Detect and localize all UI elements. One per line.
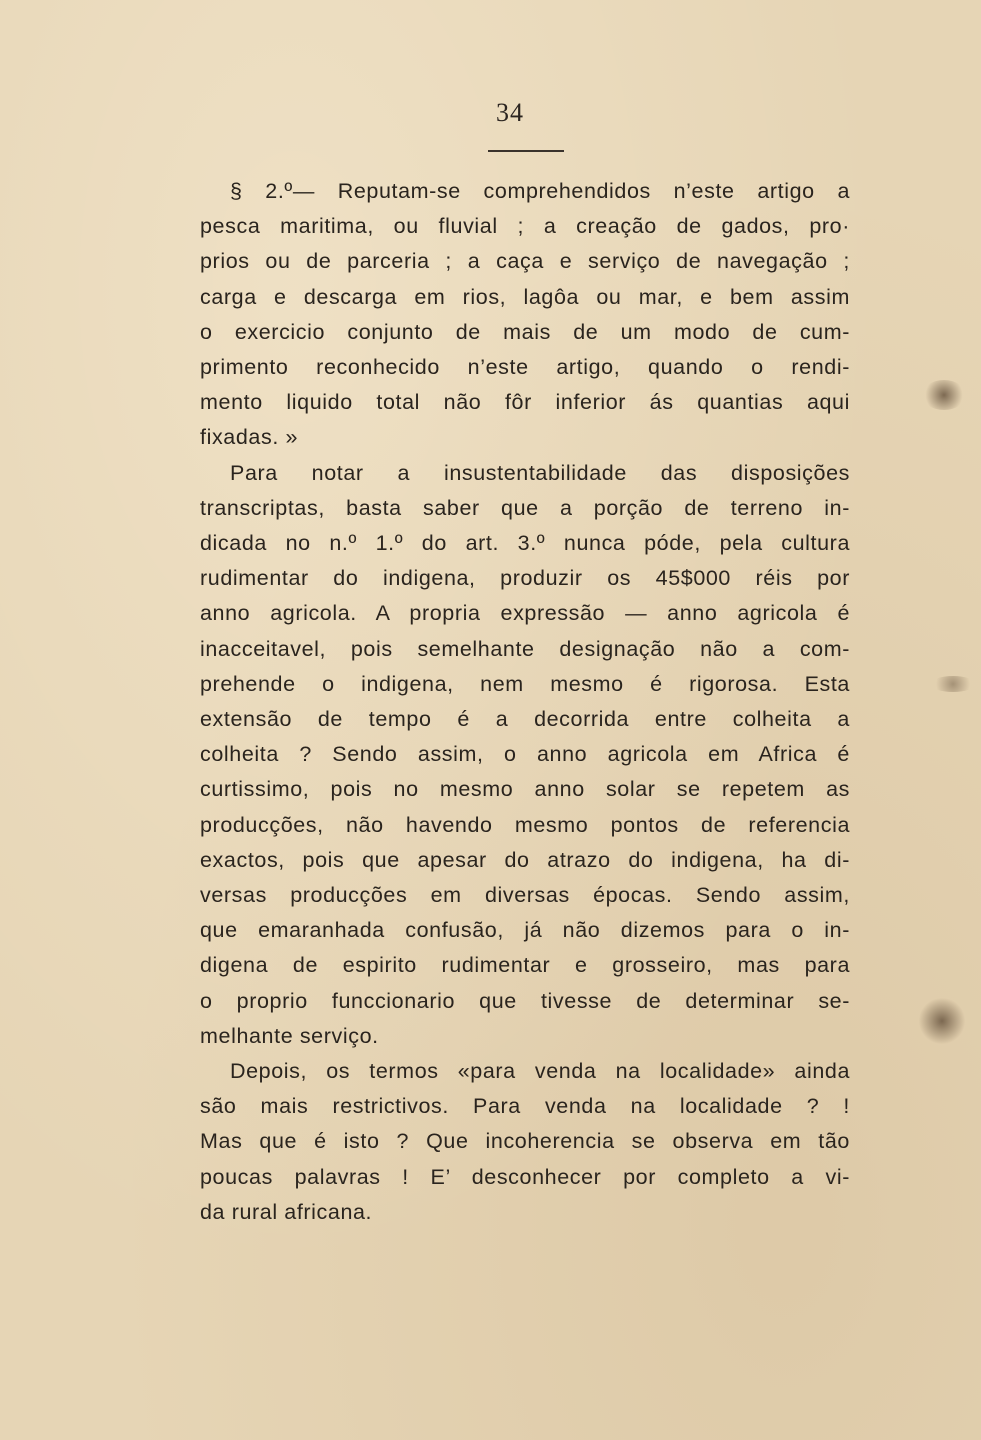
text-line: Para notar a insustentabilidade das disposições (230, 460, 850, 485)
paper-stain (922, 380, 966, 410)
text-line: que emaranhada confusão, já não dizemos para o in- (200, 918, 850, 943)
paper-stain (918, 998, 966, 1044)
text-line: carga e descarga em rios, lagôa ou mar, e bem assim (200, 284, 850, 309)
text-line: extensão de tempo é a decorrida entre colheita a (200, 707, 850, 732)
paper-stain (930, 676, 976, 692)
text-line: prios ou de parceria ; a caça e serviço de navegação ; (200, 249, 850, 274)
text-line: colheita ? Sendo assim, o anno agricola em Africa é (200, 742, 850, 767)
text-line: transcriptas, basta saber que a porção de terreno in- (200, 495, 850, 520)
text-line: exactos, pois que apesar do atrazo do indigena, ha di- (200, 847, 850, 872)
text-line: digena de espirito rudimentar e grosseiro, mas para (200, 953, 850, 978)
text-line: producções, não havendo mesmo pontos de referencia (200, 812, 850, 837)
text-line: são mais restrictivos. Para venda na localidade ? ! (200, 1094, 850, 1119)
text-line: versas producções em diversas épocas. Sendo assim, (200, 883, 850, 908)
text-line: Depois, os termos «para venda na localidade» ainda (230, 1059, 850, 1084)
text-line: fixadas. » (200, 425, 299, 450)
text-line: o exercicio conjunto de mais de um modo de cum- (200, 319, 850, 344)
text-line: dicada no n.º 1.º do art. 3.º nunca póde, pela cultura (200, 531, 850, 556)
text-line: primento reconhecido n’este artigo, quando o rendi- (200, 355, 850, 380)
page-number: 34 (496, 98, 524, 127)
text-line: pesca maritima, ou fluvial ; a creação de gados, pro· (200, 214, 850, 239)
text-line: inacceitavel, pois semelhante designação não a com- (200, 636, 850, 661)
text-line: Mas que é isto ? Que incoherencia se observa em tão (200, 1129, 850, 1154)
text-line: curtissimo, pois no mesmo anno solar se repetem as (200, 777, 850, 802)
text-line: da rural africana. (200, 1199, 373, 1224)
text-line: mento liquido total não fôr inferior ás quantias aqui (200, 390, 850, 415)
text-line: melhante serviço. (200, 1023, 379, 1048)
paragraph-3 (200, 1054, 850, 1230)
text-line: § 2.º— Reputam-se comprehendidos n’este artigo a (230, 179, 850, 203)
text-line: rudimentar do indigena, produzir os 45$000 réis por (200, 566, 850, 591)
paragraph-1 (200, 174, 850, 456)
body-text (200, 174, 850, 1230)
text-line: anno agricola. A propria expressão — anno agricola é (200, 601, 850, 626)
paragraph-2 (200, 456, 850, 1054)
text-line: prehende o indigena, nem mesmo é rigorosa. Esta (200, 671, 850, 696)
text-line: o proprio funccionario que tivesse de determinar se- (200, 988, 850, 1013)
text-line: poucas palavras ! E’ desconhecer por completo a vi- (200, 1164, 850, 1189)
header-rule (488, 150, 564, 152)
